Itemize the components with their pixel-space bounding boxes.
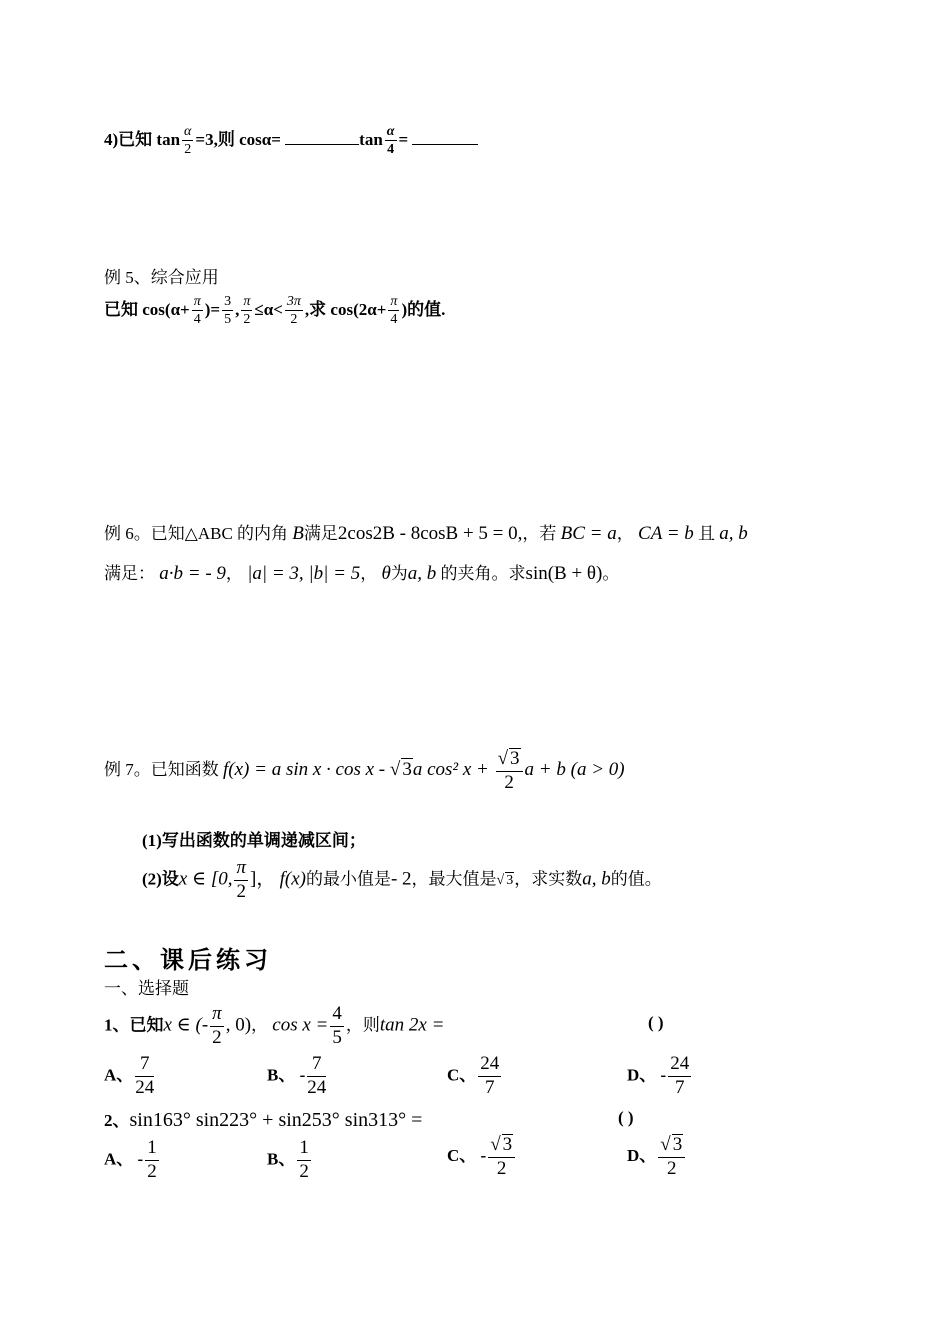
p2-label: 2、 xyxy=(104,1111,130,1130)
ex5-text-6: )的值. xyxy=(401,299,446,319)
p2-option-b[interactable]: B、 $\frac{1}{2}$ xyxy=(267,1137,309,1182)
ex6-theta: θ xyxy=(381,563,391,584)
ex6-text-i: ， xyxy=(360,564,378,583)
q4-tan-label: tan xyxy=(359,129,383,149)
ex6-vars-ab-2: a, b xyxy=(407,563,437,584)
p2-option-d-frac: $\frac{√ 3}{2}$ xyxy=(658,1134,685,1180)
p2-option-c[interactable]: C、 - $\frac{√ 3}{2}$ xyxy=(447,1134,517,1180)
section-subheading: 一、选择题 xyxy=(104,979,189,998)
p1-interval-end: , 0) xyxy=(225,1014,252,1036)
p2-option-a-frac: $\frac{1}{2}$ xyxy=(147,1137,157,1182)
ex7-interval: x ∈ [0, xyxy=(178,868,233,890)
ex6-var-b: B xyxy=(292,523,304,544)
p2-question xyxy=(104,1106,422,1132)
q4-mid: =3,则 cosα= xyxy=(195,129,281,149)
p2-expression: sin163° sin223° + sin253° sin313° = xyxy=(129,1109,423,1131)
ex6-equation: 2cos2B - 8cosB + 5 = 0, xyxy=(337,523,523,544)
q4-lead: 4)已知 tan xyxy=(104,129,181,149)
ex6-text-k: 的夹角。求 xyxy=(440,564,526,583)
p1-frac-pi-2: $\frac{\pi}{2}$ xyxy=(212,1003,222,1048)
answer-blank-2[interactable] xyxy=(412,130,478,145)
p1-option-b-frac: $\frac{7}{24}$ xyxy=(307,1053,327,1098)
p1-comma: ， xyxy=(251,1015,269,1035)
p1-option-d[interactable]: D、 - $\frac{24}{7}$ xyxy=(627,1053,690,1098)
p2-option-c-frac: $\frac{√ 3}{2}$ xyxy=(488,1134,515,1180)
ex7-function-part-1: f(x) = a sin x · cos x - xyxy=(223,758,390,780)
ex5-text-5: ,求 cos(2α+ xyxy=(304,299,387,319)
ex7-sub-1 xyxy=(142,826,366,851)
ex5-text-2: )= xyxy=(204,299,221,319)
ex6-vars-ab: a, b xyxy=(719,523,748,544)
ex5-text-1: 已知 cos(α+ xyxy=(104,299,190,319)
p1-cos: cos x = xyxy=(272,1014,329,1036)
ex7-min-value: - 2 xyxy=(390,868,412,890)
p1-question xyxy=(104,1004,444,1049)
ex6-magnitudes: |a| = 3, |b| = 5 xyxy=(247,563,361,584)
p2-option-a[interactable]: A、 - $\frac{1}{2}$ xyxy=(104,1137,157,1182)
ex6-ca-eq: CA = b xyxy=(638,523,694,544)
p1-option-b[interactable]: B、 - $\frac{7}{24}$ xyxy=(267,1053,327,1098)
ex6-text-a: 例 6。已知△ABC 的内角 xyxy=(104,524,289,543)
ex5-title: 例 5、综合应用 xyxy=(104,268,219,287)
p1-option-a[interactable]: A、 $\frac{7}{24}$ xyxy=(104,1053,155,1098)
p2-answer-parens[interactable]: ( ) xyxy=(618,1108,634,1127)
ex6-text-g: 满足： xyxy=(104,564,155,583)
p1-frac-4-5: $\frac{4}{5}$ xyxy=(332,1003,342,1048)
ex7-text-a: 例 7。已知函数 xyxy=(104,759,219,779)
ex5-frac-pi-4-b: $\frac{\pi}{4}$ xyxy=(390,294,398,328)
ex6-text-j: 为 xyxy=(390,564,408,583)
p1-option-a-frac: $\frac{7}{24}$ xyxy=(135,1053,155,1098)
ex7-text-end: 的值。 xyxy=(610,869,662,889)
ex7-line-1 xyxy=(104,748,625,794)
ex6-text-e: ， xyxy=(616,524,634,543)
ex6-dot-product: a·b = - 9 xyxy=(159,563,226,584)
ex5-frac-3-5: $\frac{3}{5}$ xyxy=(224,294,232,328)
p1-option-d-frac: $\frac{24}{7}$ xyxy=(670,1053,690,1098)
ex6-text-c: 满足 xyxy=(303,524,338,543)
ex7-function-part-3: a + b (a > 0) xyxy=(524,758,625,780)
ex7-sub-2 xyxy=(142,858,662,903)
answer-blank-1[interactable] xyxy=(285,130,359,145)
ex6-text-d: ，若 xyxy=(522,524,557,543)
p2-option-b-frac: $\frac{1}{2}$ xyxy=(299,1137,309,1182)
ex6-line-1 xyxy=(104,519,748,545)
ex7-frac-sqrt3-2: $\frac{√ 3}{2}$ xyxy=(496,748,523,794)
ex5-frac-pi-2: $\frac{\pi}{2}$ xyxy=(243,294,251,328)
ex7-function-part-2: a cos² x + xyxy=(412,758,494,780)
ex6-bc-eq: BC = a xyxy=(560,523,617,544)
p1-tan: tan 2x = xyxy=(379,1014,445,1036)
ex7-text-find: ，求实数 xyxy=(514,869,583,889)
ex6-text-l: 。 xyxy=(602,564,620,583)
ex5-text-4: ≤α< xyxy=(254,299,283,319)
p2-option-d[interactable]: D、 $\frac{√ 3}{2}$ xyxy=(627,1134,687,1180)
ex6-sin-expr: sin(B + θ) xyxy=(525,563,603,584)
q4-fraction-alpha-2: $\frac{\alpha}{2}$ xyxy=(184,124,192,158)
ex7-vars-ab: a, b xyxy=(582,868,611,890)
p1-answer-parens[interactable]: ( ) xyxy=(648,1013,664,1032)
ex7-max-value: √ 3 xyxy=(496,873,514,889)
ex7-sub-2-label: (2)设 xyxy=(142,869,179,889)
ex7-sqrt: √ 3 xyxy=(389,758,412,780)
ex7-fx: f(x) xyxy=(279,868,306,890)
ex7-sub-1-text: (1)写出函数的单调递减区间； xyxy=(142,831,366,850)
ex7-text-max: ，最大值是 xyxy=(411,869,497,889)
p1-then: ，则 xyxy=(345,1015,380,1035)
ex5-text-3: , xyxy=(235,299,240,319)
ex6-text-h: ， xyxy=(225,564,243,583)
ex7-interval-end: ]， xyxy=(250,868,276,890)
ex5-frac-3pi-2: $\frac{3\pi}{2}$ xyxy=(286,294,301,328)
p1-option-c[interactable]: C、 $\frac{24}{7}$ xyxy=(447,1053,500,1098)
ex6-line-2 xyxy=(104,559,619,585)
ex5-frac-pi-4: $\frac{\pi}{4}$ xyxy=(193,294,201,328)
q4-line xyxy=(104,124,478,158)
p1-label: 1、已知 xyxy=(104,1015,164,1035)
section-heading: 二、课后练习 xyxy=(104,946,272,974)
q4-fraction-alpha-4: $\frac{\alpha}{4}$ xyxy=(386,124,395,158)
p1-interval: x ∈ (- xyxy=(163,1014,209,1036)
ex6-text-f: 且 xyxy=(698,524,716,543)
ex7-frac-pi-2: $\frac{\pi}{2}$ xyxy=(236,857,247,902)
ex5-line xyxy=(104,294,445,328)
q4-eq: = xyxy=(398,129,409,149)
p1-option-c-frac: $\frac{24}{7}$ xyxy=(480,1053,500,1098)
ex7-text-min: 的最小值是 xyxy=(305,869,391,889)
